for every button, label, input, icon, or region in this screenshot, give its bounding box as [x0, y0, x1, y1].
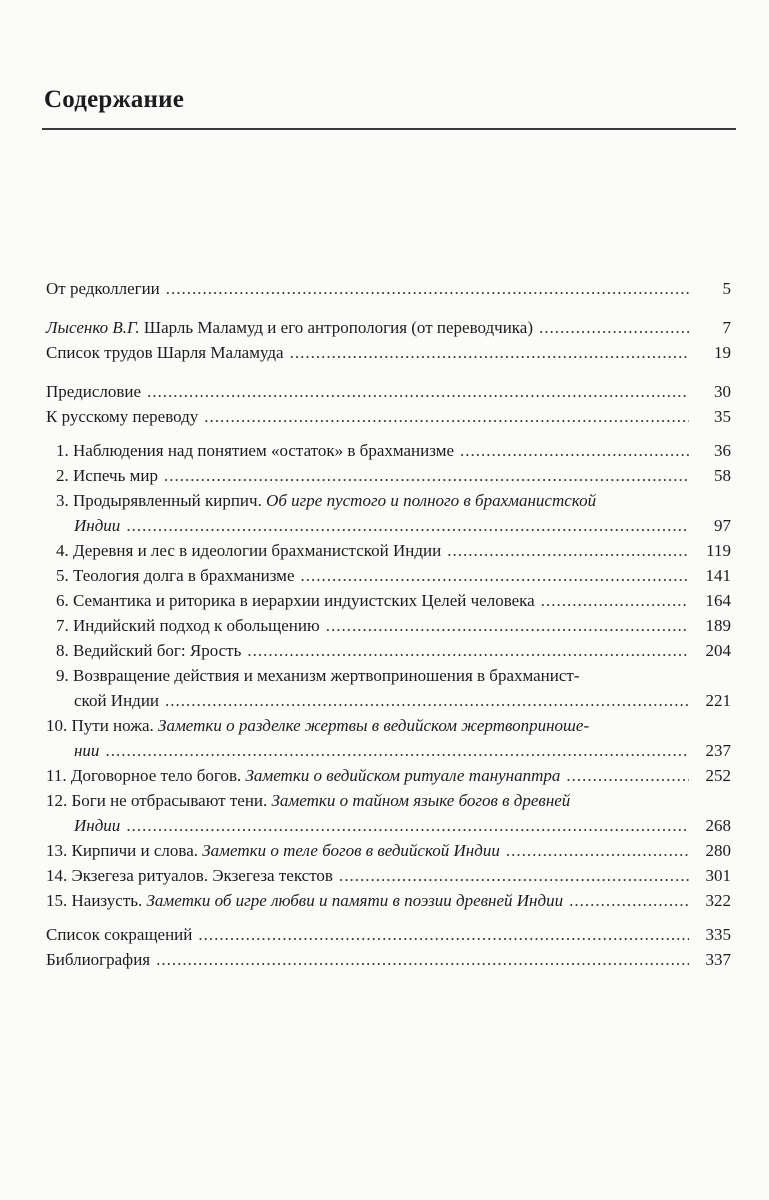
toc-page-number: 58 [714, 466, 731, 485]
toc-entry-title: Деревня и лес в идеологии брахманистской Индии [73, 541, 442, 560]
toc-page-number: 204 [705, 641, 731, 660]
toc-chapter-2[interactable] [46, 463, 731, 488]
dot-leader [198, 922, 689, 947]
dot-leader [166, 276, 689, 301]
toc-page-number: 237 [705, 741, 731, 760]
toc-page-number: 30 [714, 382, 731, 401]
dot-leader [460, 438, 689, 463]
toc-entry-author: Лысенко В.Г. [46, 318, 140, 337]
toc-page-number: 322 [705, 891, 731, 910]
toc-entry-subtitle: Заметки о тайном языке богов в древней [267, 791, 571, 810]
dot-leader [156, 947, 689, 972]
toc-entry-subtitle-cont: Индии [74, 816, 121, 835]
toc-entry-title: Боги не отбрасывают тени. [71, 791, 268, 810]
dot-leader [204, 404, 689, 429]
toc-chapter-5[interactable] [46, 563, 731, 588]
chapter-number: 14. [46, 866, 68, 885]
chapter-number: 12. [46, 791, 68, 810]
toc-entry-title: Испечь мир [73, 466, 158, 485]
toc-entry-title: Библиография [46, 950, 151, 969]
dot-leader [339, 863, 689, 888]
toc-entry-subtitle: Заметки о ведийском ритуале танунаптра [241, 766, 561, 785]
toc-page-number: 252 [705, 766, 731, 785]
toc-entry-bibliography[interactable] [46, 947, 731, 972]
toc-entry-translator[interactable] [46, 315, 731, 340]
toc-page-number: 337 [705, 950, 731, 969]
chapter-number: 7. [56, 616, 69, 635]
toc-entry-title: Возвращение действия и механизм жертвоприношения в брахманист- [73, 666, 580, 685]
toc-entry-editors[interactable] [46, 276, 731, 301]
toc-page-number: 19 [714, 343, 731, 362]
toc-chapter-3[interactable] [46, 488, 731, 538]
toc-chapter-10[interactable] [46, 713, 731, 763]
dot-leader [539, 315, 689, 340]
dot-leader [105, 738, 689, 763]
toc-entry-title: Теология долга в брахманизме [73, 566, 295, 585]
toc-entry-bibliography-works[interactable] [46, 340, 731, 365]
dot-leader [165, 688, 689, 713]
dot-leader [541, 588, 689, 613]
dot-leader [506, 838, 689, 863]
dot-leader [126, 513, 689, 538]
toc-entry-title: Продырявленный кирпич. [73, 491, 262, 510]
dot-leader [147, 379, 689, 404]
toc-entry-russian-translation[interactable] [46, 404, 731, 429]
chapter-number: 6. [56, 591, 69, 610]
toc-entry-title: Экзегеза ритуалов. Экзегеза текстов [71, 866, 333, 885]
toc-entry-title: Индийский подход к обольщению [73, 616, 320, 635]
toc-entry-subtitle-cont: нии [74, 741, 100, 760]
toc-entry-title: Семантика и риторика в иерархии индуистских Целей человека [73, 591, 535, 610]
toc-entry-title: Наизусть. [71, 891, 143, 910]
toc-page-number: 5 [722, 279, 731, 298]
toc-entry-title: Кирпичи и слова. [71, 841, 199, 860]
dot-leader [290, 340, 689, 365]
toc-entry-title: Пути ножа. [71, 716, 154, 735]
toc-entry-title: Договорное тело богов. [70, 766, 242, 785]
dot-leader [566, 763, 689, 788]
toc-page-number: 35 [714, 407, 731, 426]
toc-page-number: 301 [705, 866, 731, 885]
toc-chapter-11[interactable] [46, 763, 731, 788]
toc-entry-subtitle-cont: Индии [74, 516, 121, 535]
toc-entry-title: Список трудов Шарля Маламуда [46, 343, 284, 362]
chapter-number: 8. [56, 641, 69, 660]
toc-entry-title-cont: ской Индии [74, 691, 160, 710]
toc-page-number: 268 [705, 816, 731, 835]
toc-entry-title: Предисловие [46, 382, 142, 401]
toc-chapter-1[interactable] [46, 438, 731, 463]
chapter-number: 2. [56, 466, 69, 485]
dot-leader [164, 463, 689, 488]
toc-chapter-9[interactable] [46, 663, 731, 713]
dot-leader [447, 538, 689, 563]
toc-entry-title: Список сокращений [46, 925, 193, 944]
dot-leader [247, 638, 689, 663]
dot-leader [326, 613, 689, 638]
toc-chapter-12[interactable] [46, 788, 731, 838]
toc-entry-title: Шарль Маламуд и его антропология (от переводчика) [139, 318, 534, 337]
table-of-contents [46, 276, 731, 972]
toc-page-number: 7 [722, 318, 731, 337]
toc-chapter-4[interactable] [46, 538, 731, 563]
toc-page-number: 221 [705, 691, 731, 710]
chapter-number: 4. [56, 541, 69, 560]
toc-chapter-15[interactable] [46, 888, 731, 913]
toc-page-number: 189 [705, 616, 731, 635]
page-title: Содержание [44, 86, 185, 113]
toc-entry-title: Наблюдения над понятием «остаток» в брахманизме [73, 441, 455, 460]
toc-page-number: 36 [714, 441, 731, 460]
toc-entry-title: Ведийский бог: Ярость [73, 641, 242, 660]
toc-entry-subtitle: Об игре пустого и полного в брахманистской [261, 491, 597, 510]
toc-page-number: 141 [705, 566, 731, 585]
toc-page-number: 97 [714, 516, 731, 535]
toc-page-number: 280 [705, 841, 731, 860]
toc-chapter-6[interactable] [46, 588, 731, 613]
toc-page-number: 119 [706, 541, 731, 560]
dot-leader [301, 563, 690, 588]
dot-leader [126, 813, 689, 838]
toc-entry-preface[interactable] [46, 379, 731, 404]
toc-chapter-7[interactable] [46, 613, 731, 638]
chapter-number: 11. [46, 766, 67, 785]
chapter-number: 5. [56, 566, 69, 585]
dot-leader [569, 888, 689, 913]
toc-chapter-13[interactable] [46, 838, 731, 863]
toc-chapter-14[interactable] [46, 863, 731, 888]
chapter-number: 10. [46, 716, 68, 735]
toc-page-number: 335 [705, 925, 731, 944]
toc-entry-title: К русскому переводу [46, 407, 199, 426]
toc-entry-subtitle: Заметки об игре любви и памяти в поэзии древней Индии [142, 891, 564, 910]
chapter-number: 15. [46, 891, 68, 910]
chapter-number: 13. [46, 841, 68, 860]
toc-entry-subtitle: Заметки о теле богов в ведийской Индии [198, 841, 500, 860]
chapter-number: 9. [56, 666, 69, 685]
toc-entry-abbreviations[interactable] [46, 922, 731, 947]
chapter-number: 3. [56, 491, 69, 510]
toc-entry-title: От редколлегии [46, 279, 160, 298]
title-divider [42, 128, 736, 130]
chapter-number: 1. [56, 441, 69, 460]
toc-chapter-8[interactable] [46, 638, 731, 663]
toc-entry-subtitle: Заметки о разделке жертвы в ведийском жертвоприноше- [153, 716, 590, 735]
toc-page-number: 164 [705, 591, 731, 610]
